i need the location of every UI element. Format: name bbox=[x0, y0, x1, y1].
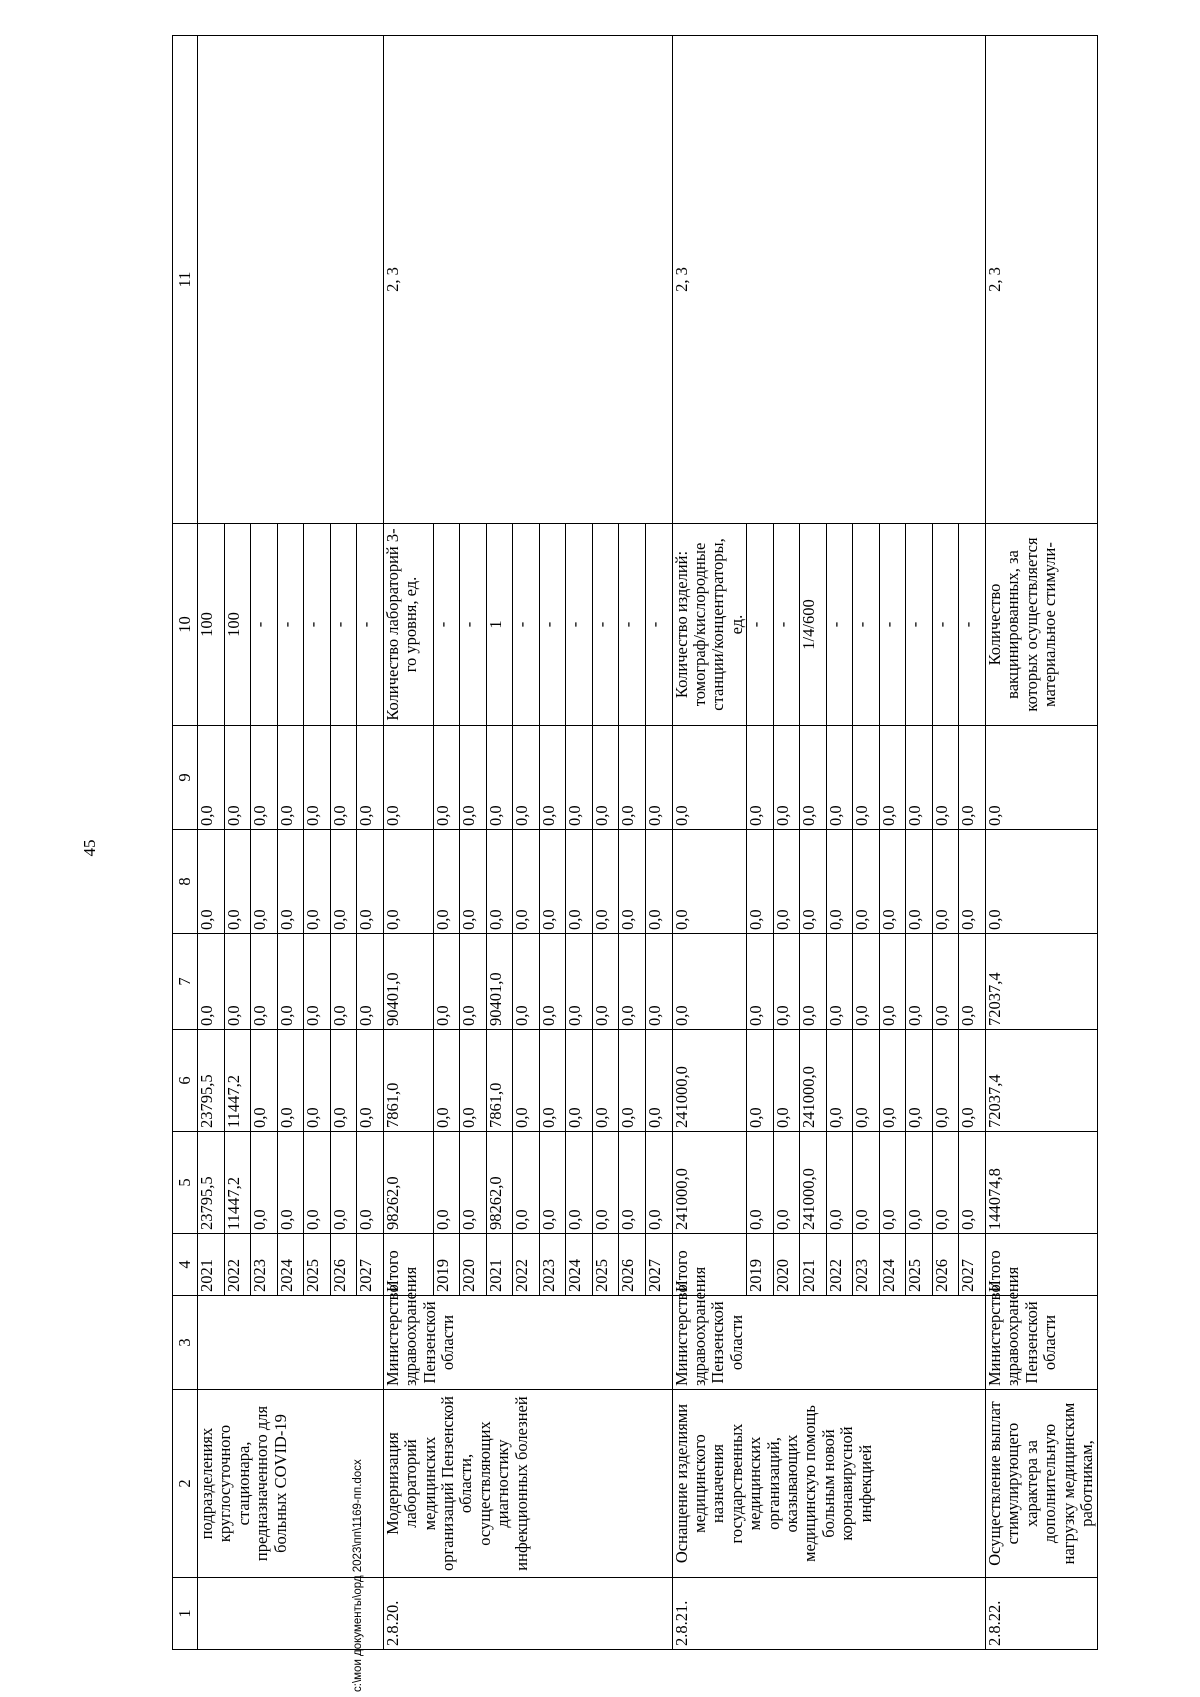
year-cell: 2021 bbox=[486, 1234, 513, 1296]
item-number: 2.8.22. bbox=[986, 1578, 1098, 1650]
year-cell: 2022 bbox=[513, 1234, 540, 1296]
year-cell: 2019 bbox=[747, 1234, 774, 1296]
value-cell: 0,0 bbox=[645, 830, 672, 934]
year-cell: 2021 bbox=[198, 1234, 225, 1296]
value-cell: 0,0 bbox=[959, 726, 986, 830]
value-cell: 0,0 bbox=[566, 830, 593, 934]
value-cell: 11447,2 bbox=[224, 1132, 251, 1234]
value-cell: 0,0 bbox=[906, 726, 933, 830]
value-cell: 0,0 bbox=[826, 726, 853, 830]
indicator-value-cell: - bbox=[566, 524, 593, 726]
indicator-value-cell: - bbox=[826, 524, 853, 726]
indicator-name: Количество изделий: томограф/кислородные станции/концентраторы, ед. bbox=[672, 524, 747, 726]
item-name: Модернизация лабораторий медицинских организаций Пензенской области, осуществляющих диагностику инфекционных болезней bbox=[383, 1390, 672, 1578]
header-cell: 8 bbox=[173, 830, 198, 934]
value-cell: 0,0 bbox=[879, 830, 906, 934]
value-cell: 0,0 bbox=[539, 1132, 566, 1234]
table-row-total bbox=[672, 36, 747, 1650]
value-cell: 23795,5 bbox=[198, 1030, 225, 1132]
value-cell: 241000,0 bbox=[800, 1132, 827, 1234]
header-cell: 2 bbox=[173, 1390, 198, 1578]
value-cell: 0,0 bbox=[251, 1132, 278, 1234]
value-cell: 0,0 bbox=[645, 726, 672, 830]
value-cell: 0,0 bbox=[853, 934, 880, 1030]
year-cell: 2027 bbox=[645, 1234, 672, 1296]
level-cell: 2, 3 bbox=[672, 36, 986, 524]
year-cell: 2027 bbox=[959, 1234, 986, 1296]
value-cell: 0,0 bbox=[619, 1132, 646, 1234]
year-cell: 2024 bbox=[879, 1234, 906, 1296]
value-cell: 7861,0 bbox=[383, 1030, 433, 1132]
indicator-name: Количество вакцинированных, за которых осуществляется материальное стимули- bbox=[986, 524, 1098, 726]
year-cell: 2023 bbox=[539, 1234, 566, 1296]
value-cell: 0,0 bbox=[539, 830, 566, 934]
value-cell: 0,0 bbox=[304, 934, 331, 1030]
year-cell: 2023 bbox=[251, 1234, 278, 1296]
value-cell: 0,0 bbox=[747, 934, 774, 1030]
value-cell: 0,0 bbox=[460, 934, 487, 1030]
value-cell: 0,0 bbox=[513, 1132, 540, 1234]
table-container bbox=[172, 36, 1098, 1650]
value-cell: 0,0 bbox=[251, 830, 278, 934]
value-cell: 0,0 bbox=[566, 1132, 593, 1234]
indicator-value-cell: - bbox=[906, 524, 933, 726]
value-cell: 0,0 bbox=[330, 1132, 357, 1234]
executor: Министерство здравоохранения Пензенской области bbox=[383, 1296, 672, 1390]
header-cell: 3 bbox=[173, 1296, 198, 1390]
indicator-value-cell: - bbox=[357, 524, 384, 726]
value-cell: 0,0 bbox=[826, 1030, 853, 1132]
value-cell: 0,0 bbox=[747, 1132, 774, 1234]
value-cell: 0,0 bbox=[592, 934, 619, 1030]
value-cell: 0,0 bbox=[433, 934, 460, 1030]
value-cell: 0,0 bbox=[800, 934, 827, 1030]
page-number: 45 bbox=[80, 839, 99, 857]
value-cell: 0,0 bbox=[826, 1132, 853, 1234]
value-cell: 72037,4 bbox=[986, 1030, 1098, 1132]
value-cell: 0,0 bbox=[959, 934, 986, 1030]
value-cell: 0,0 bbox=[853, 1030, 880, 1132]
executor: Министерство здравоохранения Пензенской области bbox=[986, 1296, 1098, 1390]
value-cell: 0,0 bbox=[513, 1030, 540, 1132]
value-cell: 0,0 bbox=[330, 726, 357, 830]
value-cell: 0,0 bbox=[645, 1132, 672, 1234]
value-cell: 0,0 bbox=[251, 726, 278, 830]
header-cell: 4 bbox=[173, 1234, 198, 1296]
value-cell: 11447,2 bbox=[224, 1030, 251, 1132]
value-cell: 0,0 bbox=[513, 830, 540, 934]
indicator-value-cell: - bbox=[304, 524, 331, 726]
year-cell: 2025 bbox=[304, 1234, 331, 1296]
value-cell: 0,0 bbox=[198, 830, 225, 934]
indicator-value-cell: - bbox=[330, 524, 357, 726]
value-cell: 0,0 bbox=[198, 726, 225, 830]
value-cell: 0,0 bbox=[357, 934, 384, 1030]
indicator-value-cell: - bbox=[645, 524, 672, 726]
table-row-total bbox=[383, 36, 433, 1650]
value-cell: 0,0 bbox=[932, 830, 959, 934]
executor-cell bbox=[198, 1296, 384, 1390]
indicator-value-cell: 100 bbox=[224, 524, 251, 726]
value-cell: 0,0 bbox=[826, 830, 853, 934]
value-cell: 0,0 bbox=[747, 1030, 774, 1132]
value-cell: 0,0 bbox=[304, 1132, 331, 1234]
value-cell: 0,0 bbox=[619, 726, 646, 830]
header-row bbox=[173, 36, 198, 1650]
value-cell: 0,0 bbox=[619, 934, 646, 1030]
year-cell: 2023 bbox=[853, 1234, 880, 1296]
item-number: 2.8.21. bbox=[672, 1578, 986, 1650]
value-cell: 0,0 bbox=[460, 1030, 487, 1132]
year-cell: Итого bbox=[986, 1234, 1098, 1296]
value-cell: 0,0 bbox=[853, 726, 880, 830]
indicator-value-cell: - bbox=[592, 524, 619, 726]
value-cell: 0,0 bbox=[906, 830, 933, 934]
executor: Министерство здравоохранения Пензенской области bbox=[672, 1296, 986, 1390]
value-cell: 0,0 bbox=[645, 934, 672, 1030]
value-cell: 90401,0 bbox=[486, 934, 513, 1030]
value-cell: 0,0 bbox=[879, 726, 906, 830]
value-cell: 0,0 bbox=[879, 1030, 906, 1132]
value-cell: 0,0 bbox=[592, 1132, 619, 1234]
value-cell: 0,0 bbox=[433, 1132, 460, 1234]
year-cell: 2022 bbox=[826, 1234, 853, 1296]
value-cell: 0,0 bbox=[251, 934, 278, 1030]
value-cell: 0,0 bbox=[383, 830, 433, 934]
value-cell: 0,0 bbox=[330, 1030, 357, 1132]
indicator-value-cell: - bbox=[251, 524, 278, 726]
value-cell: 0,0 bbox=[357, 726, 384, 830]
year-cell: Итого bbox=[383, 1234, 433, 1296]
indicator-value-cell: - bbox=[879, 524, 906, 726]
indicator-value-cell: - bbox=[460, 524, 487, 726]
value-cell: 0,0 bbox=[383, 726, 433, 830]
header-cell: 7 bbox=[173, 934, 198, 1030]
indicator-value-cell: - bbox=[932, 524, 959, 726]
value-cell: 0,0 bbox=[853, 830, 880, 934]
year-cell: 2019 bbox=[433, 1234, 460, 1296]
header-cell: 11 bbox=[173, 36, 198, 524]
value-cell: 0,0 bbox=[932, 934, 959, 1030]
value-cell: 0,0 bbox=[357, 1132, 384, 1234]
value-cell: 7861,0 bbox=[486, 1030, 513, 1132]
level-cell bbox=[198, 36, 384, 524]
indicator-value-cell: - bbox=[773, 524, 800, 726]
indicator-value-cell: - bbox=[959, 524, 986, 726]
value-cell: 0,0 bbox=[879, 1132, 906, 1234]
value-cell: 0,0 bbox=[672, 726, 747, 830]
value-cell: 241000,0 bbox=[800, 1030, 827, 1132]
value-cell: 98262,0 bbox=[383, 1132, 433, 1234]
indicator-value-cell: 1 bbox=[486, 524, 513, 726]
value-cell: 0,0 bbox=[513, 726, 540, 830]
value-cell: 0,0 bbox=[592, 830, 619, 934]
value-cell: 0,0 bbox=[277, 726, 304, 830]
value-cell: 0,0 bbox=[539, 726, 566, 830]
year-cell: 2027 bbox=[357, 1234, 384, 1296]
value-cell: 0,0 bbox=[460, 1132, 487, 1234]
year-cell: 2025 bbox=[906, 1234, 933, 1296]
value-cell: 0,0 bbox=[773, 726, 800, 830]
value-cell: 0,0 bbox=[224, 830, 251, 934]
indicator-value-cell: - bbox=[853, 524, 880, 726]
value-cell: 0,0 bbox=[539, 934, 566, 1030]
value-cell: 0,0 bbox=[959, 1132, 986, 1234]
value-cell: 0,0 bbox=[906, 1030, 933, 1132]
value-cell: 0,0 bbox=[460, 830, 487, 934]
value-cell: 0,0 bbox=[906, 1132, 933, 1234]
value-cell: 0,0 bbox=[879, 934, 906, 1030]
table-row bbox=[198, 36, 225, 1650]
value-cell: 0,0 bbox=[277, 1132, 304, 1234]
value-cell: 0,0 bbox=[773, 1030, 800, 1132]
value-cell: 90401,0 bbox=[383, 934, 433, 1030]
value-cell: 0,0 bbox=[486, 726, 513, 830]
value-cell: 0,0 bbox=[619, 1030, 646, 1132]
indicator-value-cell: - bbox=[277, 524, 304, 726]
value-cell: 0,0 bbox=[433, 830, 460, 934]
value-cell: 0,0 bbox=[198, 934, 225, 1030]
value-cell: 0,0 bbox=[513, 934, 540, 1030]
value-cell: 0,0 bbox=[277, 830, 304, 934]
value-cell: 0,0 bbox=[277, 934, 304, 1030]
value-cell: 0,0 bbox=[433, 1030, 460, 1132]
value-cell: 0,0 bbox=[959, 830, 986, 934]
value-cell: 0,0 bbox=[747, 830, 774, 934]
indicator-value-cell: - bbox=[747, 524, 774, 726]
value-cell: 0,0 bbox=[986, 830, 1098, 934]
value-cell: 0,0 bbox=[773, 1132, 800, 1234]
value-cell: 241000,0 bbox=[672, 1132, 747, 1234]
indicator-name: Количество лабораторий 3-го уровня, ед. bbox=[383, 524, 433, 726]
year-cell: 2026 bbox=[330, 1234, 357, 1296]
value-cell: 0,0 bbox=[330, 830, 357, 934]
value-cell: 0,0 bbox=[932, 1132, 959, 1234]
year-cell: 2020 bbox=[773, 1234, 800, 1296]
value-cell: 0,0 bbox=[330, 934, 357, 1030]
table-row-total bbox=[986, 36, 1098, 1650]
value-cell: 144074,8 bbox=[986, 1132, 1098, 1234]
year-cell: 2026 bbox=[619, 1234, 646, 1296]
value-cell: 72037,4 bbox=[986, 934, 1098, 1030]
level-cell: 2, 3 bbox=[986, 36, 1098, 524]
value-cell: 0,0 bbox=[486, 830, 513, 934]
indicator-value-cell: - bbox=[539, 524, 566, 726]
value-cell: 0,0 bbox=[592, 726, 619, 830]
value-cell: 0,0 bbox=[800, 830, 827, 934]
value-cell: 0,0 bbox=[566, 934, 593, 1030]
value-cell: 0,0 bbox=[304, 1030, 331, 1132]
item-number: 2.8.20. bbox=[383, 1578, 672, 1650]
year-cell: 2020 bbox=[460, 1234, 487, 1296]
header-cell: 1 bbox=[173, 1578, 198, 1650]
program-table bbox=[172, 35, 1098, 1650]
value-cell: 0,0 bbox=[539, 1030, 566, 1132]
item-name: Осуществление выплат стимулирующего характера за дополнительную нагрузку медицинским работникам, bbox=[986, 1390, 1098, 1578]
value-cell: 0,0 bbox=[277, 1030, 304, 1132]
year-cell: 2021 bbox=[800, 1234, 827, 1296]
value-cell: 0,0 bbox=[672, 830, 747, 934]
value-cell: 0,0 bbox=[304, 830, 331, 934]
value-cell: 0,0 bbox=[800, 726, 827, 830]
value-cell: 0,0 bbox=[672, 934, 747, 1030]
value-cell: 241000,0 bbox=[672, 1030, 747, 1132]
year-cell: Итого bbox=[672, 1234, 747, 1296]
value-cell: 0,0 bbox=[592, 1030, 619, 1132]
year-cell: 2025 bbox=[592, 1234, 619, 1296]
value-cell: 0,0 bbox=[224, 934, 251, 1030]
value-cell: 0,0 bbox=[357, 1030, 384, 1132]
indicator-value-cell: - bbox=[513, 524, 540, 726]
value-cell: 0,0 bbox=[773, 934, 800, 1030]
footer-file-path: c:\мои документы\орд 2023\пп\1169-пп.docx bbox=[352, 1459, 364, 1692]
value-cell: 0,0 bbox=[773, 830, 800, 934]
year-cell: 2026 bbox=[932, 1234, 959, 1296]
value-cell: 98262,0 bbox=[486, 1132, 513, 1234]
indicator-value-cell: - bbox=[619, 524, 646, 726]
year-cell: 2024 bbox=[566, 1234, 593, 1296]
level-cell: 2, 3 bbox=[383, 36, 672, 524]
value-cell: 0,0 bbox=[747, 726, 774, 830]
item-name: Оснащение изделиями медицинского назначения государственных медицинских организаций, оказывающих медицинскую помощь больным новой коронавирусной инфекцией bbox=[672, 1390, 986, 1578]
year-cell: 2024 bbox=[277, 1234, 304, 1296]
value-cell: 0,0 bbox=[566, 1030, 593, 1132]
value-cell: 0,0 bbox=[433, 726, 460, 830]
value-cell: 0,0 bbox=[460, 726, 487, 830]
item-name-cell: подразделениях круглосуточного стационара, предназначенного для больных COVID-19 bbox=[198, 1390, 384, 1578]
value-cell: 0,0 bbox=[224, 726, 251, 830]
value-cell: 0,0 bbox=[645, 1030, 672, 1132]
indicator-value-cell: 1/4/600 bbox=[800, 524, 827, 726]
value-cell: 0,0 bbox=[906, 934, 933, 1030]
value-cell: 0,0 bbox=[304, 726, 331, 830]
value-cell: 0,0 bbox=[853, 1132, 880, 1234]
value-cell: 0,0 bbox=[986, 726, 1098, 830]
value-cell: 23795,5 bbox=[198, 1132, 225, 1234]
value-cell: 0,0 bbox=[932, 1030, 959, 1132]
header-cell: 5 bbox=[173, 1132, 198, 1234]
year-cell: 2022 bbox=[224, 1234, 251, 1296]
value-cell: 0,0 bbox=[932, 726, 959, 830]
header-cell: 10 bbox=[173, 524, 198, 726]
indicator-value-cell: - bbox=[433, 524, 460, 726]
header-cell: 6 bbox=[173, 1030, 198, 1132]
value-cell: 0,0 bbox=[959, 1030, 986, 1132]
header-cell: 9 bbox=[173, 726, 198, 830]
value-cell: 0,0 bbox=[566, 726, 593, 830]
value-cell: 0,0 bbox=[619, 830, 646, 934]
value-cell: 0,0 bbox=[826, 934, 853, 1030]
value-cell: 0,0 bbox=[357, 830, 384, 934]
value-cell: 0,0 bbox=[251, 1030, 278, 1132]
indicator-value-cell: 100 bbox=[198, 524, 225, 726]
